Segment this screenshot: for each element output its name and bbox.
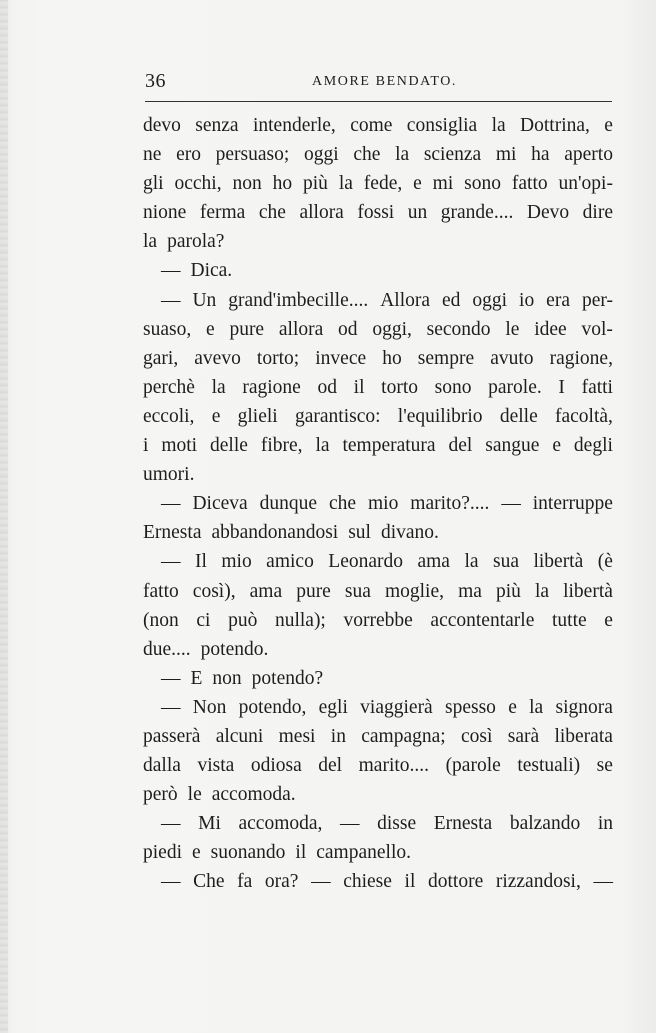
text-line: fatto così), ama pure sua moglie, ma più la libertà	[143, 580, 613, 602]
running-title: AMORE BENDATO.	[312, 74, 458, 89]
text-line: (non ci può nulla); vorrebbe accontentarle tutte e	[143, 609, 613, 631]
text-line: ne ero persuaso; oggi che la scienza mi ha aperto	[143, 144, 613, 166]
text-line: piedi e suonando il campanello.	[143, 842, 411, 864]
text-line: nione ferma che allora fossi un grande.... Devo dire	[143, 202, 613, 224]
text-line: passerà alcuni mesi in campagna; così sarà liberata	[143, 725, 613, 747]
text-line: — Un grand'imbecille.... Allora ed oggi io era per-	[161, 289, 613, 311]
text-line: — Dica.	[161, 260, 233, 282]
text-line: — Mi accomoda, — disse Ernesta balzando in	[161, 813, 613, 835]
text-line: — E non potendo?	[161, 667, 324, 689]
text-line: dalla vista odiosa del marito.... (parole testuali) se	[143, 755, 613, 777]
text-line: eccoli, e glieli garantisco: l'equilibrio delle facoltà,	[143, 405, 613, 427]
page-header	[145, 62, 610, 98]
page-gutter-edge	[0, 0, 8, 1033]
text-line: — Il mio amico Leonardo ama la sua libertà (è	[161, 551, 613, 573]
text-line: gli occhi, non ho più la fede, e mi sono fatto un'opi-	[143, 173, 613, 195]
body-text	[143, 111, 613, 897]
text-line: due.... potendo.	[143, 638, 269, 660]
text-line: però le accomoda.	[143, 784, 296, 806]
text-line: suaso, e pure allora od oggi, secondo le idee vol-	[143, 318, 613, 340]
page-number: 36	[145, 70, 166, 92]
text-line: perchè la ragione od il torto sono parole. I fatti	[143, 376, 613, 398]
text-line: — Non potendo, egli viaggierà spesso e la signora	[161, 696, 613, 718]
text-line: — Diceva dunque che mio marito?.... — interruppe	[161, 493, 613, 515]
header-rule	[145, 101, 612, 102]
text-line: — Che fa ora? — chiese il dottore rizzandosi, —	[161, 871, 613, 893]
text-line: i moti delle fibre, la temperatura del sangue e degli	[143, 435, 613, 457]
text-line: umori.	[143, 464, 195, 486]
text-line: gari, avevo torto; invece ho sempre avuto ragione,	[143, 347, 613, 369]
text-line: devo senza intenderle, come consiglia la Dottrina, e	[143, 115, 613, 136]
text-line: la parola?	[143, 231, 225, 253]
text-line: Ernesta abbandonandosi sul divano.	[143, 522, 439, 544]
